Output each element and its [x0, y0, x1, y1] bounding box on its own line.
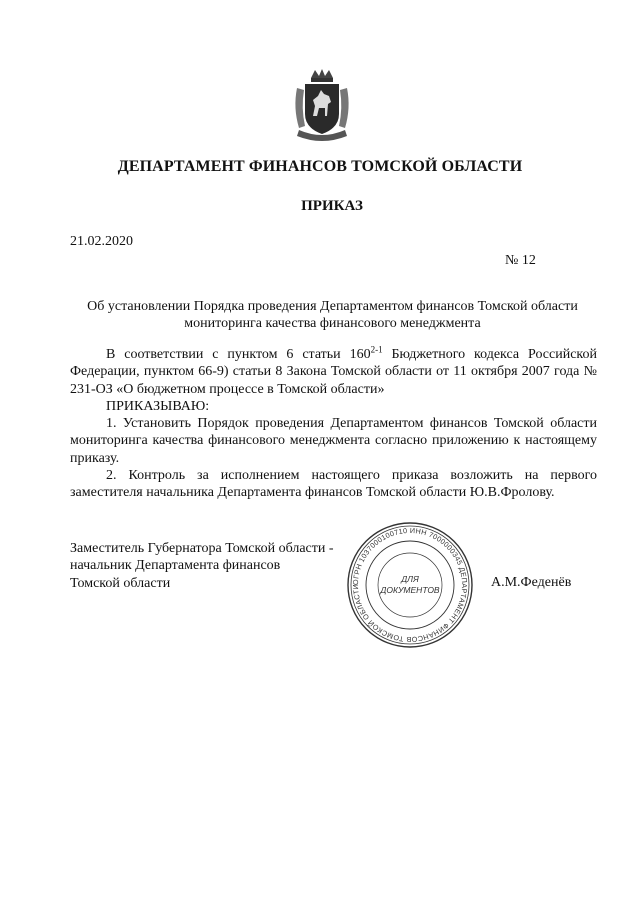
coat-of-arms-emblem — [291, 68, 353, 146]
intro-text-start: В соответствии с пунктом 6 статьи 160 — [106, 347, 371, 362]
document-subject — [70, 298, 595, 332]
body-intro-paragraph — [70, 346, 597, 398]
order-item-2: 2. Контроль за исполнением настоящего приказа возложить на первого заместителя начальника Департамента финансов Томской области Ю.В.Фролову. — [70, 468, 597, 501]
document-date: 21.02.2020 — [70, 234, 133, 249]
signer-position-line-2: начальник Департамента финансов — [70, 558, 281, 574]
signer-position-line-3: Томской области — [70, 575, 171, 591]
command-word: ПРИКАЗЫВАЮ: — [106, 398, 210, 414]
subject-line-2: мониторинга качества финансового менеджмента — [184, 316, 481, 331]
signer-position-line-1: Заместитель Губернатора Томской области - — [70, 541, 334, 556]
stamp-outer-text: ОГРН 1037000100710 ИНН 7000000345 ДЕПАРТАМЕНТ ФИНАНСОВ ТОМСКОЙ ОБЛАСТИ — [350, 525, 470, 645]
signer-position — [70, 540, 334, 592]
subject-line-1: Об установлении Порядка проведения Департаментом финансов Томской области — [87, 299, 578, 314]
order-item-1: 1. Установить Порядок проведения Департаментом финансов Томской области мониторинга качества финансового менеджмента согласно приложению к настоящему приказу. — [70, 416, 597, 466]
intro-text-end: Бюджетного кодекса Российской Федерации, пунктом 66-9) статьи 8 Закона Томской области от 11 октября 2007 года № 231-ОЗ «О бюджетном процессе в Томской области» — [70, 347, 598, 397]
intro-superscript: 2-1 — [370, 344, 383, 355]
signer-name: А.М.Феденёв — [491, 575, 572, 590]
department-title: ДЕПАРТАМЕНТ ФИНАНСОВ ТОМСКОЙ ОБЛАСТИ — [117, 158, 523, 175]
document-number: № 12 — [505, 253, 536, 268]
document-type-title: ПРИКАЗ — [301, 198, 363, 214]
official-stamp — [345, 520, 475, 650]
stamp-center-line-2: ДОКУМЕНТОВ — [380, 585, 440, 595]
document-body — [70, 346, 597, 502]
stamp-center-line-1: ДЛЯ — [401, 574, 419, 584]
